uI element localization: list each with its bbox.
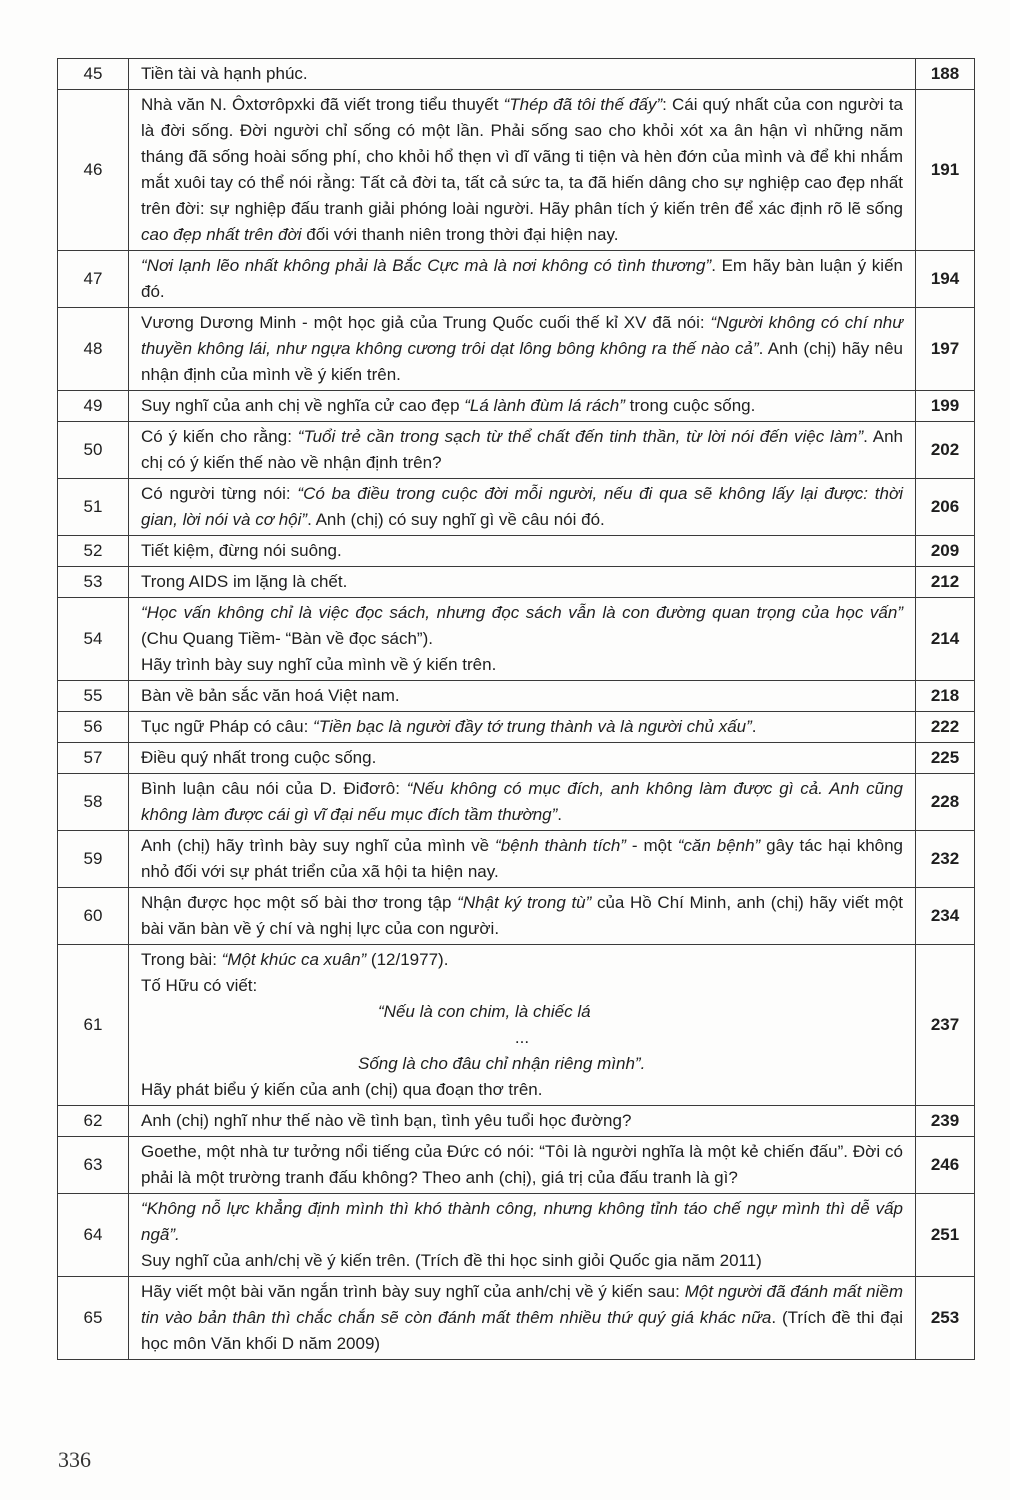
title-line [141, 776, 903, 828]
page-ref: 228 [916, 774, 975, 831]
item-number: 62 [58, 1106, 129, 1137]
title-line [141, 714, 903, 740]
table-row [58, 1194, 975, 1277]
title-line [141, 683, 903, 709]
table-row [58, 479, 975, 536]
item-title [129, 743, 916, 774]
title-line [141, 253, 903, 305]
plain-text: . Anh (chị) có suy nghĩ gì về câu nói đó. [307, 510, 605, 529]
plain-text: Anh (chị) hãy trình bày suy nghĩ của mình về [141, 836, 496, 855]
plain-text: Anh (chị) nghĩ như thế nào về tình bạn, tình yêu tuổi học đường? [141, 1111, 632, 1130]
item-number: 58 [58, 774, 129, 831]
quoted-text: “Thép đã tôi thế đấy” [503, 95, 663, 114]
table-row [58, 598, 975, 681]
title-line [141, 92, 903, 248]
title-line [141, 890, 903, 942]
quoted-text: “bệnh thành tích” [495, 836, 626, 855]
item-number: 46 [58, 90, 129, 251]
item-title [129, 774, 916, 831]
table-row [58, 831, 975, 888]
title-line [141, 538, 903, 564]
quoted-text: Một người đã đánh mất niềm tin vào bản thân thì chắc chắn sẽ còn đánh mất thêm nhiều thứ quý giá khác nữa [141, 1282, 904, 1327]
plain-text: ... [514, 1028, 530, 1047]
plain-text: (12/1977). [366, 950, 449, 969]
title-line [141, 424, 903, 476]
page-ref: 246 [916, 1137, 975, 1194]
toc-body [58, 59, 975, 1360]
table-row [58, 774, 975, 831]
table-of-contents [57, 58, 975, 1360]
plain-text: của Hồ Chí Minh, anh (chị) hãy viết một bài văn bàn về ý chí và nghị lực của con người. [141, 893, 904, 938]
item-number: 57 [58, 743, 129, 774]
plain-text: . Anh (chị) hãy nêu nhận định của mình về ý kiến trên. [141, 339, 903, 384]
item-number: 49 [58, 391, 129, 422]
plain-text: Suy nghĩ của anh/chị về ý kiến trên. (Trích đề thi học sinh giỏi Quốc gia năm 2011) [141, 1251, 762, 1270]
plain-text: . Anh chị có ý kiến thế nào về nhận định trên? [141, 427, 903, 472]
item-title [129, 1277, 916, 1360]
title-line [141, 600, 903, 652]
page-ref: 212 [916, 567, 975, 598]
plain-text: Hãy viết một bài văn ngắn trình bày suy nghĩ của anh/chị về ý kiến sau: [141, 1282, 685, 1301]
table-row [58, 712, 975, 743]
plain-text: Tục ngữ Pháp có câu: [141, 717, 314, 736]
plain-text: Trong bài: [141, 950, 222, 969]
plain-text: Vương Dương Minh - một học giả của Trung Quốc cuối thế kỉ XV đã nói: [141, 313, 711, 332]
title-line [141, 569, 903, 595]
item-title [129, 1194, 916, 1277]
title-line [141, 1139, 903, 1191]
quoted-text: “Nhật ký trong tù” [457, 893, 592, 912]
item-title [129, 308, 916, 391]
page-ref: 232 [916, 831, 975, 888]
page-ref: 214 [916, 598, 975, 681]
plain-text: trong cuộc sống. [624, 396, 756, 415]
page-ref: 251 [916, 1194, 975, 1277]
page-ref: 191 [916, 90, 975, 251]
plain-text: Bàn về bản sắc văn hoá Việt nam. [141, 686, 400, 705]
plain-text: gây tác hại không nhỏ đối với sự phát triển của xã hội ta hiện nay. [141, 836, 904, 881]
title-line [141, 1051, 903, 1077]
quoted-text: “Có ba điều trong cuộc đời mỗi người, nếu đi qua sẽ không lấy lại được: thời gian, lời nói và cơ hội” [141, 484, 903, 529]
page-ref: 209 [916, 536, 975, 567]
title-line [141, 833, 903, 885]
quoted-text: “Học vấn không chỉ là việc đọc sách, nhưng đọc sách vẫn là con đường quan trọng của học vấn” [141, 603, 903, 622]
item-title [129, 1137, 916, 1194]
title-line [141, 1279, 903, 1357]
page-ref: 253 [916, 1277, 975, 1360]
item-number: 59 [58, 831, 129, 888]
item-number: 48 [58, 308, 129, 391]
item-title [129, 888, 916, 945]
plain-text: Bình luận câu nói của D. Điđơrô: [141, 779, 407, 798]
plain-text: Nhà văn N. Ôxtơrôpxki đã viết trong tiểu thuyết [141, 95, 504, 114]
table-row [58, 945, 975, 1106]
page-number: 336 [58, 1447, 91, 1472]
quoted-text: “Nếu không có mục đích, anh không làm được gì cả. Anh cũng không làm được cái gì vĩ đại nếu mục đích tầm thường” [141, 779, 903, 824]
plain-text: Hãy trình bày suy nghĩ của mình về ý kiến trên. [141, 655, 497, 674]
title-line [141, 745, 903, 771]
plain-text: (Chu Quang Tiềm- “Bàn về đọc sách”). [141, 629, 433, 648]
page-ref: 206 [916, 479, 975, 536]
title-line [141, 1108, 903, 1134]
plain-text: : Cái quý nhất của con người ta là đời sống. Đời người chỉ sống có một lần. Phải sống sao cho khỏi xót xa ân hận vì những năm tháng đã sống hoài sống phí, cho khỏi hổ thẹn vì dĩ vãng ti tiện và hèn đớn của mình và để khi nhắm mắt xuôi tay có thể nói rằng: Tất cả đời ta, tất cả sức ta, ta đã hiến dâng cho sự nghiệp cao đẹp nhất trên đời: sự nghiệp đấu tranh giải phóng loài người. Hãy phân tích ý kiến trên để xác định rõ lẽ sống [141, 95, 903, 218]
title-line [141, 1248, 903, 1274]
item-title [129, 598, 916, 681]
plain-text: Tiền tài và hạnh phúc. [141, 64, 308, 83]
title-line [141, 310, 903, 388]
quoted-text: “Người không có chí như thuyền không lái, như ngựa không cương trôi dạt lông bông không ra thế nào cả” [141, 313, 904, 358]
quoted-text: cao đẹp nhất trên đời [141, 225, 302, 244]
plain-text: Nhận được học một số bài thơ trong tập [141, 893, 458, 912]
item-title [129, 90, 916, 251]
table-row [58, 422, 975, 479]
item-number: 54 [58, 598, 129, 681]
table-row [58, 743, 975, 774]
item-number: 47 [58, 251, 129, 308]
quoted-text: “Tiền bạc là người đầy tớ trung thành và là người chủ xấu” [313, 717, 752, 736]
plain-text: Trong AIDS im lặng là chết. [141, 572, 348, 591]
item-title [129, 831, 916, 888]
plain-text: Goethe, một nhà tư tưởng nổi tiếng của Đức có nói: “Tôi là người nghĩa là một kẻ chiến đấu”. Đời có phải là một trường tranh đấu không? Theo anh (chị), giá trị của đấu tranh là gì? [141, 1142, 903, 1187]
table-row [58, 536, 975, 567]
quoted-text: “Lá lành đùm lá rách” [464, 396, 625, 415]
item-number: 61 [58, 945, 129, 1106]
page-ref: 194 [916, 251, 975, 308]
table-row [58, 391, 975, 422]
table-row [58, 308, 975, 391]
title-line [141, 999, 903, 1025]
item-title [129, 422, 916, 479]
title-line [141, 652, 903, 678]
title-line [141, 393, 903, 419]
page-ref: 199 [916, 391, 975, 422]
plain-text: Tiết kiệm, đừng nói suông. [141, 541, 342, 560]
table-row [58, 1106, 975, 1137]
table-row [58, 1277, 975, 1360]
table-row [58, 567, 975, 598]
table-row [58, 1137, 975, 1194]
plain-text: đối với thanh niên trong thời đại hiện nay. [301, 225, 619, 244]
item-number: 52 [58, 536, 129, 567]
item-title [129, 251, 916, 308]
page-ref: 188 [916, 59, 975, 90]
title-line [141, 481, 903, 533]
item-title [129, 945, 916, 1106]
item-number: 60 [58, 888, 129, 945]
plain-text: . [751, 717, 757, 736]
plain-text: Có người từng nói: [141, 484, 298, 503]
title-line [141, 1025, 903, 1051]
item-title [129, 59, 916, 90]
item-number: 55 [58, 681, 129, 712]
plain-text: Hãy phát biểu ý kiến của anh (chị) qua đoạn thơ trên. [141, 1080, 543, 1099]
plain-text: . [557, 805, 563, 824]
quoted-text: “Không nỗ lực khẳng định mình thì khó thành công, nhưng không tỉnh táo chế ngự mình thì dễ vấp ngã”. [141, 1199, 903, 1244]
plain-text: Suy nghĩ của anh chị về nghĩa cử cao đẹp [141, 396, 465, 415]
quoted-text: “Nơi lạnh lẽo nhất không phải là Bắc Cực mà là nơi không có tình thương” [141, 256, 712, 275]
page-ref: 197 [916, 308, 975, 391]
title-line [141, 61, 903, 87]
item-title [129, 479, 916, 536]
table-row [58, 90, 975, 251]
item-title [129, 712, 916, 743]
item-number: 53 [58, 567, 129, 598]
item-number: 63 [58, 1137, 129, 1194]
plain-text: Có ý kiến cho rằng: [141, 427, 298, 446]
item-title [129, 536, 916, 567]
item-number: 50 [58, 422, 129, 479]
item-title [129, 391, 916, 422]
item-title [129, 567, 916, 598]
title-line [141, 1196, 903, 1248]
quoted-text: “căn bệnh” [677, 836, 761, 855]
page-ref: 225 [916, 743, 975, 774]
plain-text: Tố Hữu có viết: [141, 976, 258, 995]
page-ref: 222 [916, 712, 975, 743]
table-row [58, 251, 975, 308]
item-number: 64 [58, 1194, 129, 1277]
plain-text: . Em hãy bàn luận ý kiến đó. [141, 256, 903, 301]
item-number: 56 [58, 712, 129, 743]
table-row [58, 888, 975, 945]
item-number: 45 [58, 59, 129, 90]
title-line [141, 973, 903, 999]
page-ref: 218 [916, 681, 975, 712]
table-row [58, 681, 975, 712]
quoted-text: “Tuổi trẻ cần trong sạch từ thể chất đến tinh thần, từ lời nói đến việc làm” [297, 427, 864, 446]
page-ref: 234 [916, 888, 975, 945]
page-ref: 239 [916, 1106, 975, 1137]
page-ref: 202 [916, 422, 975, 479]
title-line [141, 947, 903, 973]
quoted-text: “Nếu là con chim, là chiếc lá [378, 1002, 591, 1021]
item-number: 51 [58, 479, 129, 536]
table-row [58, 59, 975, 90]
plain-text: - một [625, 836, 678, 855]
item-number: 65 [58, 1277, 129, 1360]
plain-text: Điều quý nhất trong cuộc sống. [141, 748, 377, 767]
item-title [129, 1106, 916, 1137]
plain-text: . (Trích đề thi đại học môn Văn khối D năm 2009) [141, 1308, 903, 1353]
title-line [141, 1077, 903, 1103]
page-ref: 237 [916, 945, 975, 1106]
quoted-text: Sống là cho đâu chỉ nhận riêng mình”. [358, 1054, 646, 1073]
quoted-text: “Một khúc ca xuân” [221, 950, 367, 969]
item-title [129, 681, 916, 712]
